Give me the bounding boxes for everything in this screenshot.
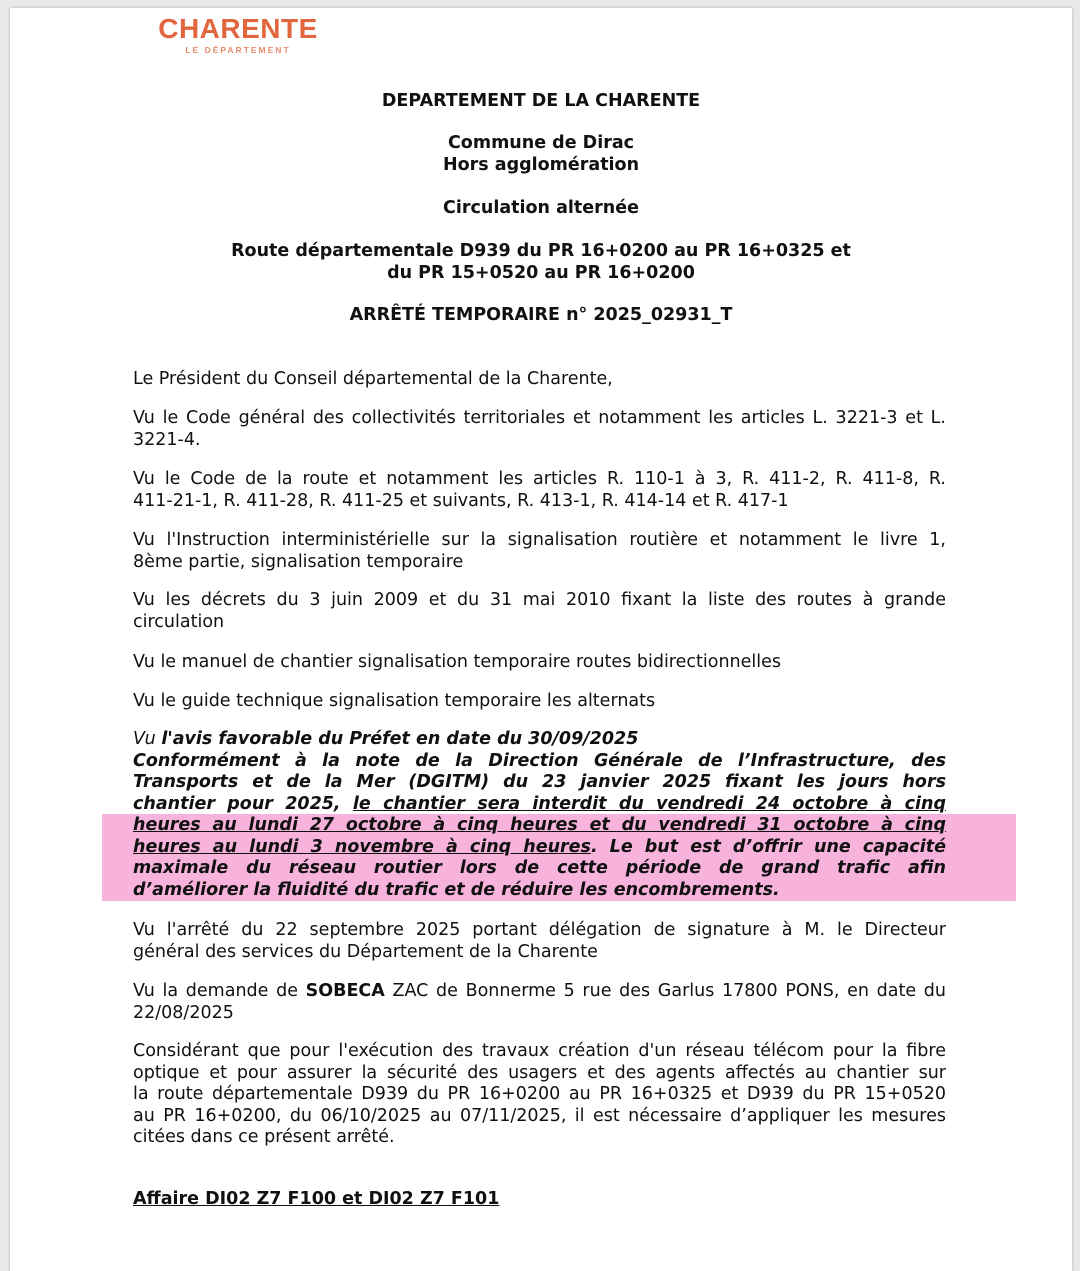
arrete-number: ARRÊTÉ TEMPORAIRE n° 2025_02931_T — [349, 305, 733, 325]
route-heading-line2: du PR 15+0520 au PR 16+0200 — [387, 263, 695, 283]
commune-heading: Commune de Dirac — [447, 133, 635, 153]
demande-paragraph: Vu la demande de SOBECA ZAC de Bonnerme 5 rue des Garlus 17800 PONS, en date du 22/08/2025 — [133, 981, 946, 1023]
considerant-paragraph: Considérant que pour l'exécution des travaux création d'un réseau télécom pour la fibre optique et pour assurer la sécurité des usagers et des agents affectés au chantier sur la route départementale D939 du PR 16+0200 au PR 16+0325 et D939 du PR 15+0520 au PR 16+0200, du 06/10/2025 au 07/11/2025, il est nécessaire d’appliquer les mesures citées dans ce présent arrêté. — [133, 1041, 946, 1147]
charente-logo — [153, 14, 323, 55]
company-name: SOBECA — [305, 981, 385, 1001]
circulation-heading: Circulation alternée — [443, 198, 639, 218]
vu-decrets-paragraph: Vu les décrets du 3 juin 2009 et du 31 mai 2010 fixant la liste des routes à grande circulation — [133, 590, 946, 632]
vu-cgct-paragraph: Vu le Code général des collectivités territoriales et notamment les articles L. 3221-3 et L. 3221-4. — [133, 408, 946, 450]
vu-guide-paragraph: Vu le guide technique signalisation temporaire les alternats — [133, 691, 656, 711]
route-heading-line1: Route départementale D939 du PR 16+0200 au PR 16+0325 et — [231, 241, 851, 261]
logo-title: CHARENTE — [158, 13, 318, 44]
logo-subtitle: LE DÉPARTEMENT — [185, 45, 291, 55]
president-paragraph: Le Président du Conseil départemental de la Charente, — [133, 369, 613, 389]
vu-code-route-paragraph: Vu le Code de la route et notamment les articles R. 110-1 à 3, R. 411-2, R. 411-8, R. 411-21-1, R. 411-28, R. 411-25 et suivants, R. 413-1, R. 414-14 et R. 417-1 — [133, 469, 946, 511]
vu-instruction-paragraph: Vu l'Instruction interministérielle sur la signalisation routière et notamment le livre 1, 8ème partie, signalisation temporaire — [133, 530, 946, 572]
document-page — [10, 8, 1072, 1271]
department-heading: DEPARTEMENT DE LA CHARENTE — [381, 91, 701, 111]
affaire-reference: Affaire DI02 Z7 F100 et DI02 Z7 F101 — [133, 1189, 500, 1209]
zone-heading: Hors agglomération — [442, 155, 640, 175]
dgitm-paragraph: Vu l'avis favorable du Préfet en date du 30/09/2025 Conformément à la note de la Direction Générale de l’Infrastructure, des Transports et de la Mer (DGITM) du 23 janvier 2025 fixant les jours hors chantier pour 2025, le chantier sera interdit du vendredi 24 octobre à cinq heures au lundi 27 octobre à cinq heures et du vendredi 31 octobre à cinq heures au lundi 3 novembre à cinq heures. Le but est d’offrir une capacité maximale du réseau routier lors de cette période de grand trafic afin d’améliorer la fluidité du trafic et de réduire les encombrements. — [133, 729, 947, 900]
vu-manuel-paragraph: Vu le manuel de chantier signalisation temporaire routes bidirectionnelles — [133, 652, 781, 672]
vu-delegation-paragraph: Vu l'arrêté du 22 septembre 2025 portant délégation de signature à M. le Directeur général des services du Département de la Charente — [133, 920, 946, 962]
